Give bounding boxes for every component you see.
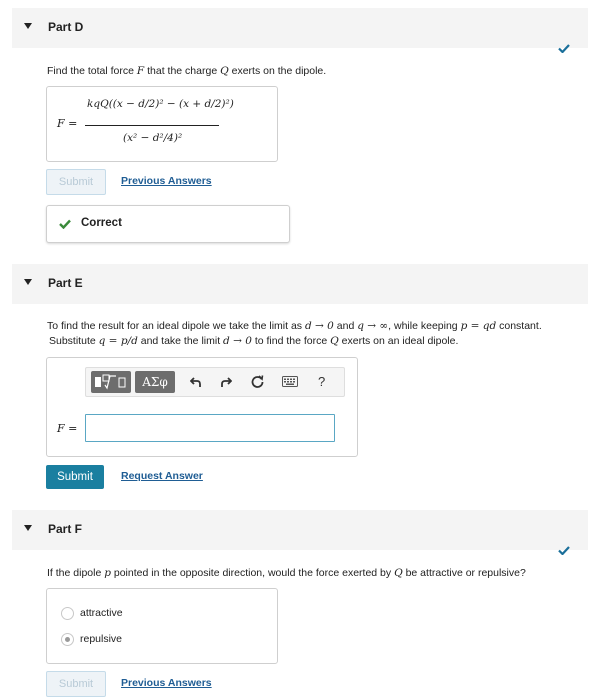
help-button[interactable]: ? bbox=[318, 374, 326, 389]
part-e-submit-button[interactable]: Submit bbox=[46, 465, 104, 489]
answer-label: F = bbox=[57, 422, 78, 435]
denominator: (x² − d²/4)² bbox=[123, 132, 183, 144]
request-answer-link[interactable]: Request Answer bbox=[121, 470, 203, 482]
collapse-caret-icon[interactable] bbox=[24, 23, 32, 29]
check-icon bbox=[558, 44, 570, 53]
redo-icon[interactable] bbox=[220, 376, 232, 388]
option-repulsive[interactable] bbox=[61, 632, 261, 648]
numerator: kqQ((x − d/2)² − (x + d/2)²) bbox=[87, 98, 234, 110]
part-d-title: Part D bbox=[48, 20, 84, 34]
correct-feedback bbox=[46, 205, 290, 243]
part-d-previous-answers-link[interactable]: Previous Answers bbox=[121, 175, 212, 187]
part-f-submit-button[interactable]: Submit bbox=[46, 671, 106, 697]
part-f-prompt: If the dipole p pointed in the opposite direction, would the force exerted by Q be attractive or repulsive? bbox=[47, 567, 526, 579]
correct-check-icon bbox=[59, 219, 71, 229]
part-e-answer-box bbox=[46, 357, 358, 457]
part-d-answer-box bbox=[46, 86, 278, 162]
part-e-title: Part E bbox=[48, 276, 83, 290]
keyboard-icon[interactable] bbox=[282, 376, 298, 387]
greek-symbols-button[interactable]: ΑΣφ bbox=[135, 371, 175, 393]
collapse-caret-icon[interactable] bbox=[24, 525, 32, 531]
part-d-prompt: Find the total force F that the charge Q exerts on the dipole. bbox=[47, 65, 327, 77]
part-f-title: Part F bbox=[48, 522, 83, 536]
check-icon bbox=[558, 546, 570, 555]
part-e-header[interactable] bbox=[12, 264, 588, 304]
part-f-previous-answers-link[interactable]: Previous Answers bbox=[121, 677, 212, 689]
part-d-header[interactable] bbox=[12, 8, 588, 48]
reset-icon[interactable] bbox=[251, 375, 264, 388]
templates-icon[interactable] bbox=[91, 371, 131, 393]
fraction-bar bbox=[85, 125, 219, 126]
radio-attractive[interactable] bbox=[61, 607, 74, 620]
answer-input[interactable] bbox=[85, 414, 335, 442]
undo-icon[interactable] bbox=[190, 376, 202, 388]
part-d-submit-button[interactable]: Submit bbox=[46, 169, 106, 195]
collapse-caret-icon[interactable] bbox=[24, 279, 32, 285]
part-e-prompt-line1: To find the result for an ideal dipole we take the limit as d → 0 and q → ∞, while keeping p = qd constant. bbox=[47, 320, 542, 332]
option-attractive[interactable] bbox=[61, 606, 261, 622]
radio-repulsive[interactable] bbox=[61, 633, 74, 646]
answer-label: F = bbox=[57, 117, 78, 130]
part-f-options-box bbox=[46, 588, 278, 664]
math-toolbar bbox=[85, 367, 345, 397]
part-e-prompt-line2: Substitute q = p/d and take the limit d → 0 to find the force Q exerts on an ideal dipole. bbox=[49, 335, 459, 347]
part-f-header[interactable] bbox=[12, 510, 588, 550]
option-label: attractive bbox=[80, 607, 123, 619]
option-label: repulsive bbox=[80, 633, 123, 645]
feedback-text: Correct bbox=[81, 217, 122, 229]
